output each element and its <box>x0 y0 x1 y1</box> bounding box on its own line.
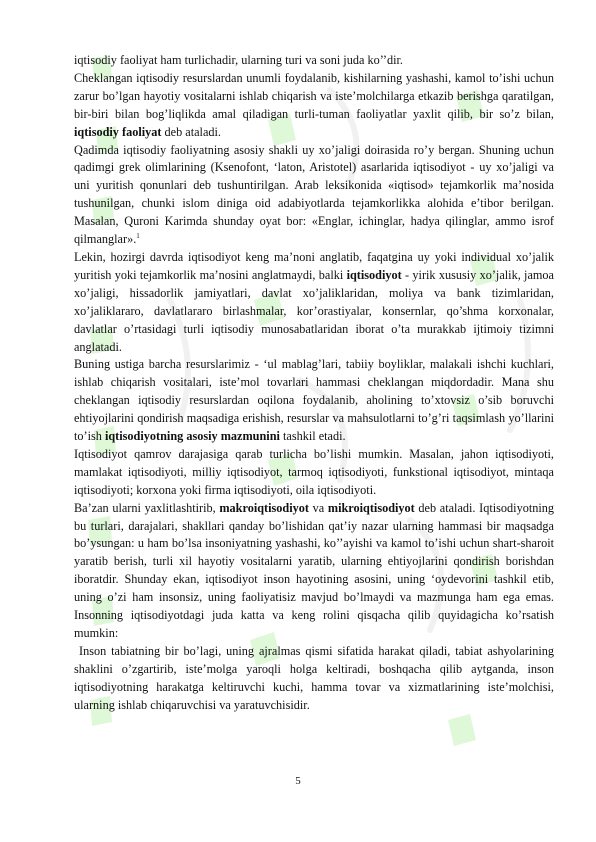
text-run: Inson tabiatning bir bo’lagi, uning ajralmas qismi sifatida harakat qiladi, tabiat ashyolarining shaklini o’zgartirib, iste’molga yaroqli holga keltiradi, boshqacha qilib aytganda, inson iqtisodiyotning harakatga keltiruvchi kuchi, hamma tovar va xizmatlarining iste’molchisi, ularning ishlab chiqaruvchisi va yaratuvchisidir. <box>74 643 554 712</box>
text-run: Lekin, hozirgi davrda iqtisodiyot keng ma’noni anglatib, faqatgina uy yoki individual xo’jalik yuritish yoki tejamkorlik ma’nosini anglatmaydi, balki <box>74 249 554 282</box>
text-run: - yirik xususiy xo’jalik, jamoa xo’jaligi, hissadorlik jamiyatlari, davlat xo’jaliklaridan, moliya va bank tizimlaridan, xo’jaliklararo, davlatlararo birlashmalar, kor’orastiyalar, konsernlar, qo’shma korxonalar, davlatlar o’rtasidagi turli iqtisodiy munosabatlaridan iborat o’ta murakkab ijtimoiy tizimni anglatadi. <box>74 267 554 354</box>
paragraph <box>74 446 554 500</box>
paragraph <box>74 500 554 643</box>
paragraph <box>74 356 554 446</box>
paragraph <box>74 70 554 142</box>
text-run: va <box>308 500 328 515</box>
bold-term: iqtisodiyot <box>346 267 402 282</box>
text-run: deb ataladi. <box>161 124 221 139</box>
footnote-reference: 1 <box>136 231 140 240</box>
text-run: Qadimda iqtisodiy faoliyatning asosiy shakli uy xo’jaligi doirasida ro’y bergan. Shuning uchun qadimgi grek olimlarining (Ksenofont, ‘laton, Aristotel) asarlarida iqtisodiyot - uy xo’jaligi va uni yuritish qonunlari deb tushuntirilgan. Arab leksikonida «iqtisod» tejamkorlik ma’nosida tushunilgan, chunki islom diniga oid adabiyotlarda tejamkorlikka alohida e’tibor berilgan. Masalan, Quroni Karimda shunday oyat bor: «Englar, ichinglar, hadya qilinglar, ammo isrof qilmanglar». <box>74 142 554 247</box>
body-text <box>74 52 554 715</box>
paragraph <box>74 249 554 356</box>
bold-term: mikroiqtisodiyot <box>327 500 415 515</box>
bold-term: iqtisodiy faoliyat <box>74 124 162 139</box>
page-number: 5 <box>295 775 301 787</box>
text-run: tashkil etadi. <box>279 429 346 444</box>
text-run: Buning ustiga barcha resurslarimiz - ‘ul mablag’lari, tabiiy boyliklar, malakali ishchi kuchlari, ishlab chiqarish vositalari, iste’mol tovarlari hammasi cheklangan miqdordadir. Mana shu cheklangan iqtisodiy resurslardan oqilona foydalanib, aholining to’xtovsiz o’sib boruvchi ehtiyojlarini qondirish maqsadiga erishish, resurslar va mahsulotlarni to’g’ri taqsimlash yo’llarini to’ish <box>74 357 554 444</box>
paragraph <box>74 643 554 715</box>
text-run: Iqtisodiyot qamrov darajasiga qarab turlicha bo’lishi mumkin. Masalan, jahon iqtisodiyoti, mamlakat iqtisodiyoti, milliy iqtisodiyot, tarmoq iqtisodiyoti, funkstional iqtisodiyot, mintaqa iqtisodiyoti; korxona yoki firma iqtisodiyoti, oila iqtisodiyoti. <box>74 446 554 497</box>
bold-term: makroiqtisodiyot <box>219 500 309 515</box>
text-run: deb ataladi. Iqtisodiyotning bu turlari, darajalari, shakllari qanday bo’lishidan qat’iy nazar ularning hammasi bir maqsadga bo’ysungan: u ham bo’lsa insoniyatning yashashi, ko’’ayishi va kamol to’ishi uchun shart-sharoit yaratib berish, turli xil hayotiy vositalarni yaratib, ularning ehtiyojlarini qondirish borishdan iboratdir. Shunday ekan, iqtisodiyot inson hayotining asosini, uning ‘oydevorini tashkil etib, uning o’zi ham insonsiz, uning faoliyatisiz mavjud bo’lmaydi va mazmunga ham ega emas. Insonning iqtisodiyotdagi juda katta va keng rolini qisqacha qilib quyidagicha ko’rsatish mumkin: <box>74 500 555 640</box>
text-run: Cheklangan iqtisodiy resurslardan unumli foydalanib, kishilarning yashashi, kamol to’ishi uchun zarur bo’lgan hayotiy vositalarni ishlab chiqarish va iste’molchilarga etkazib berishga qaratilgan, bir-biri bilan bog’liqlikda amal qiladigan turli-tuman faoliyatlar yaxlit qilib, bir so’z bilan, <box>74 70 554 121</box>
text-run: Ba’zan ularni yaxlitlashtirib, <box>74 500 220 515</box>
paragraph <box>74 52 554 70</box>
paragraph <box>74 142 554 249</box>
bold-term: iqtisodiyotning asosiy mazmunini <box>104 429 280 444</box>
text-run: iqtisodiy faoliyat ham turlichadir, ularning turi va soni juda ko’’dir. <box>74 53 403 67</box>
